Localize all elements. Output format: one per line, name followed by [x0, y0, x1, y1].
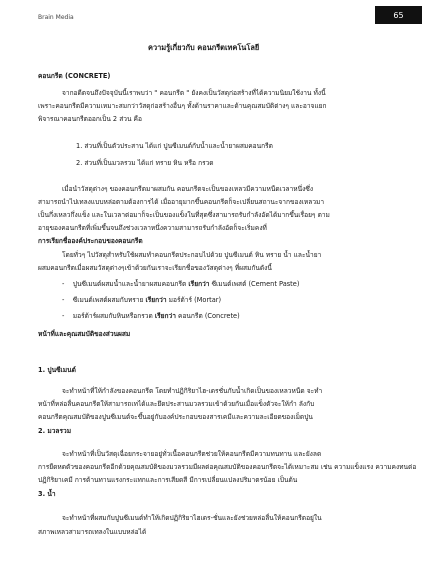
bullet-keyword: เรียกว่า: [145, 296, 167, 304]
bullet-keyword: เรียกว่า: [154, 312, 176, 320]
section-heading-concrete: คอนกรีต (CONCRETE): [38, 72, 111, 80]
bullet-item: [62, 280, 299, 288]
brand-name: Brain Media: [38, 14, 74, 21]
subheading-water: 3. น้ำ: [38, 490, 56, 498]
page-number-badge: 65: [375, 6, 422, 24]
bullet-keyword: เรียกว่า: [188, 280, 210, 288]
paragraph-line: การยืดหดตัวของคอนกรีตอีกด้วยคุณสมบัติของมวลรวมมีผลต่อคุณสมบัติของคอนกรีตจะได้เหมาะสม เช่น ความแข็งแรง ความคงทนต่อ: [38, 463, 417, 471]
paragraph-line: เพราะคอนกรีตมีความเหมาะสมกว่าวัสดุก่อสร้างอื่นๆ ทั้งด้านราคาและด้านคุณสมบัติต่างๆ และอาจแยก: [38, 102, 327, 110]
list-item: 1. ส่วนที่เป็นตัวประสาน ได้แก่ ปูนซีเมนต์กับน้ำและน้ำยาผสมคอนกรีต: [76, 142, 273, 150]
paragraph-line: จะทำหน้าที่ให้กำลังของคอนกรีต โดยทำปฏิกิริยาไฮ-เดรชั่นกับน้ำเกิดเป็นของเหลวหนืด จะทำ: [62, 387, 323, 395]
page-header: [0, 0, 422, 28]
bullet-item: [62, 312, 240, 320]
paragraph-line: จะทำหน้าที่ผสมกับปูนซีเมนต์ทำให้เกิดปฏิกิริยาไฮเดร-ชั่นและยังช่วยหล่อลื่นให้คอนกรีตอยู่ใน: [62, 514, 322, 522]
bullet-mark: -: [62, 296, 65, 304]
subheading-cement: 1. ปูนซีเมนต์: [38, 366, 76, 374]
bullet-text: มอร์ต้าร์ (Mortar): [166, 296, 222, 304]
section-heading-components: การเรียกชื่อองค์ประกอบของคอนกรีต: [38, 237, 143, 245]
bullet-text: มอร์ต้าร์ผสมกับหินหรือกรวด: [72, 312, 155, 320]
paragraph-line: สภาพเหลวสามารถเทลงในแบบหล่อได้: [38, 528, 147, 536]
bullet-text: คอนกรีต (Concrete): [175, 312, 240, 320]
subheading-aggregate: 2. มวลรวม: [38, 427, 72, 435]
page-title: ความรู้เกี่ยวกับ คอนกรีตเทคโนโลยี: [148, 43, 260, 52]
paragraph-line: สามารถนำไปเทลงแบบหล่อตามต้องการได้ เมื่ออายุมากขึ้นคอนกรีตก็จะเปลี่ยนสถานะจากของเหลวมา: [38, 198, 325, 206]
paragraph-line: อายุของคอนกรีตที่เพิ่มขึ้นจนถึงช่วงเวลาหนึ่งความสามารถรับกำลังอัดก็จะเริ่มคงที่: [38, 224, 267, 232]
paragraph-line: เป็นกึ่งเหลวกึ่งแข็ง และในเวลาต่อมาก็จะเป็นของแข็งในที่สุดซึ่งสามารถรับกำลังอัดได้มากขึ้นเรื่อยๆ ตาม: [38, 211, 330, 219]
list-item: 2. ส่วนที่เป็นมวลรวม ได้แก่ ทราย หิน หรือ กรวด: [76, 159, 214, 167]
bullet-text: ปูนซีเมนต์ผสมน้ำและน้ำยาผสมคอนกรีต: [72, 280, 189, 288]
paragraph-line: จะทำหน้าที่เป็นวัสดุเฉื่อยกระจายอยู่ทั่วเนื้อคอนกรีตช่วยให้คอนกรีตมีความทนทาน และยังลด: [62, 450, 322, 458]
paragraph-line: หน้าที่หล่อลื่นคอนกรีตให้สามารถเทได้และยึดประสานมวลรวมเข้าด้วยกันเมื่อแข็งตัวจะให้กำ ลังกับ: [38, 400, 315, 408]
paragraph-line: จากอดีตจนถึงปัจจุบันนี้เราพบว่า " คอนกรีต " ยังคงเป็นวัสดุก่อสร้างที่ได้ความนิยมใช้งาน ทั้งนี้: [62, 89, 326, 97]
section-heading-properties: หน้าที่และคุณสมบัติของส่วนผสม: [38, 330, 131, 338]
paragraph-line: โดยทั่วๆ ไปวัสดุสำหรับใช้ผสมทำคอนกรีตประกอบไปด้วย ปูนซีเมนต์ หิน ทราย น้ำ และน้ำยา: [62, 251, 322, 259]
paragraph-line: พิจารณาคอนกรีตออกเป็น 2 ส่วน คือ: [38, 115, 142, 123]
paragraph-line: เมื่อนำวัสดุต่างๆ ของคอนกรีตมาผสมกัน คอนกรีตจะเป็นของเหลวมีความหนืดเวลาหนึ่งซึ่ง: [62, 185, 314, 193]
bullet-mark: -: [62, 280, 65, 288]
bullet-item: [62, 296, 221, 304]
bullet-text: ซีเมนต์เพสต์ผสมกับทราย: [72, 296, 146, 304]
bullet-text: ซีเมนต์เพสต์ (Cement Paste): [209, 280, 300, 288]
paragraph-line: ผสมคอนกรีตเมื่อผสมวัสดุต่างๆเข้าด้วยกันเราจะเรียกชื่อของวัสดุต่างๆ ที่ผสมกันดังนี้: [38, 264, 272, 272]
paragraph-line: ปฏิกิริยาเคมี การต้านทานแรงกระแทกและการเสียดสี มีการเปลี่ยนแปลงปริมาตรน้อย เป็นต้น: [38, 476, 298, 484]
paragraph-line: คอนกรีตคุณสมบัติของปูนซีเมนต์จะขึ้นอยู่กับองค์ประกอบของสารเคมีและความละเอียดของเม็ดปูน: [38, 413, 313, 421]
bullet-mark: -: [62, 312, 65, 320]
